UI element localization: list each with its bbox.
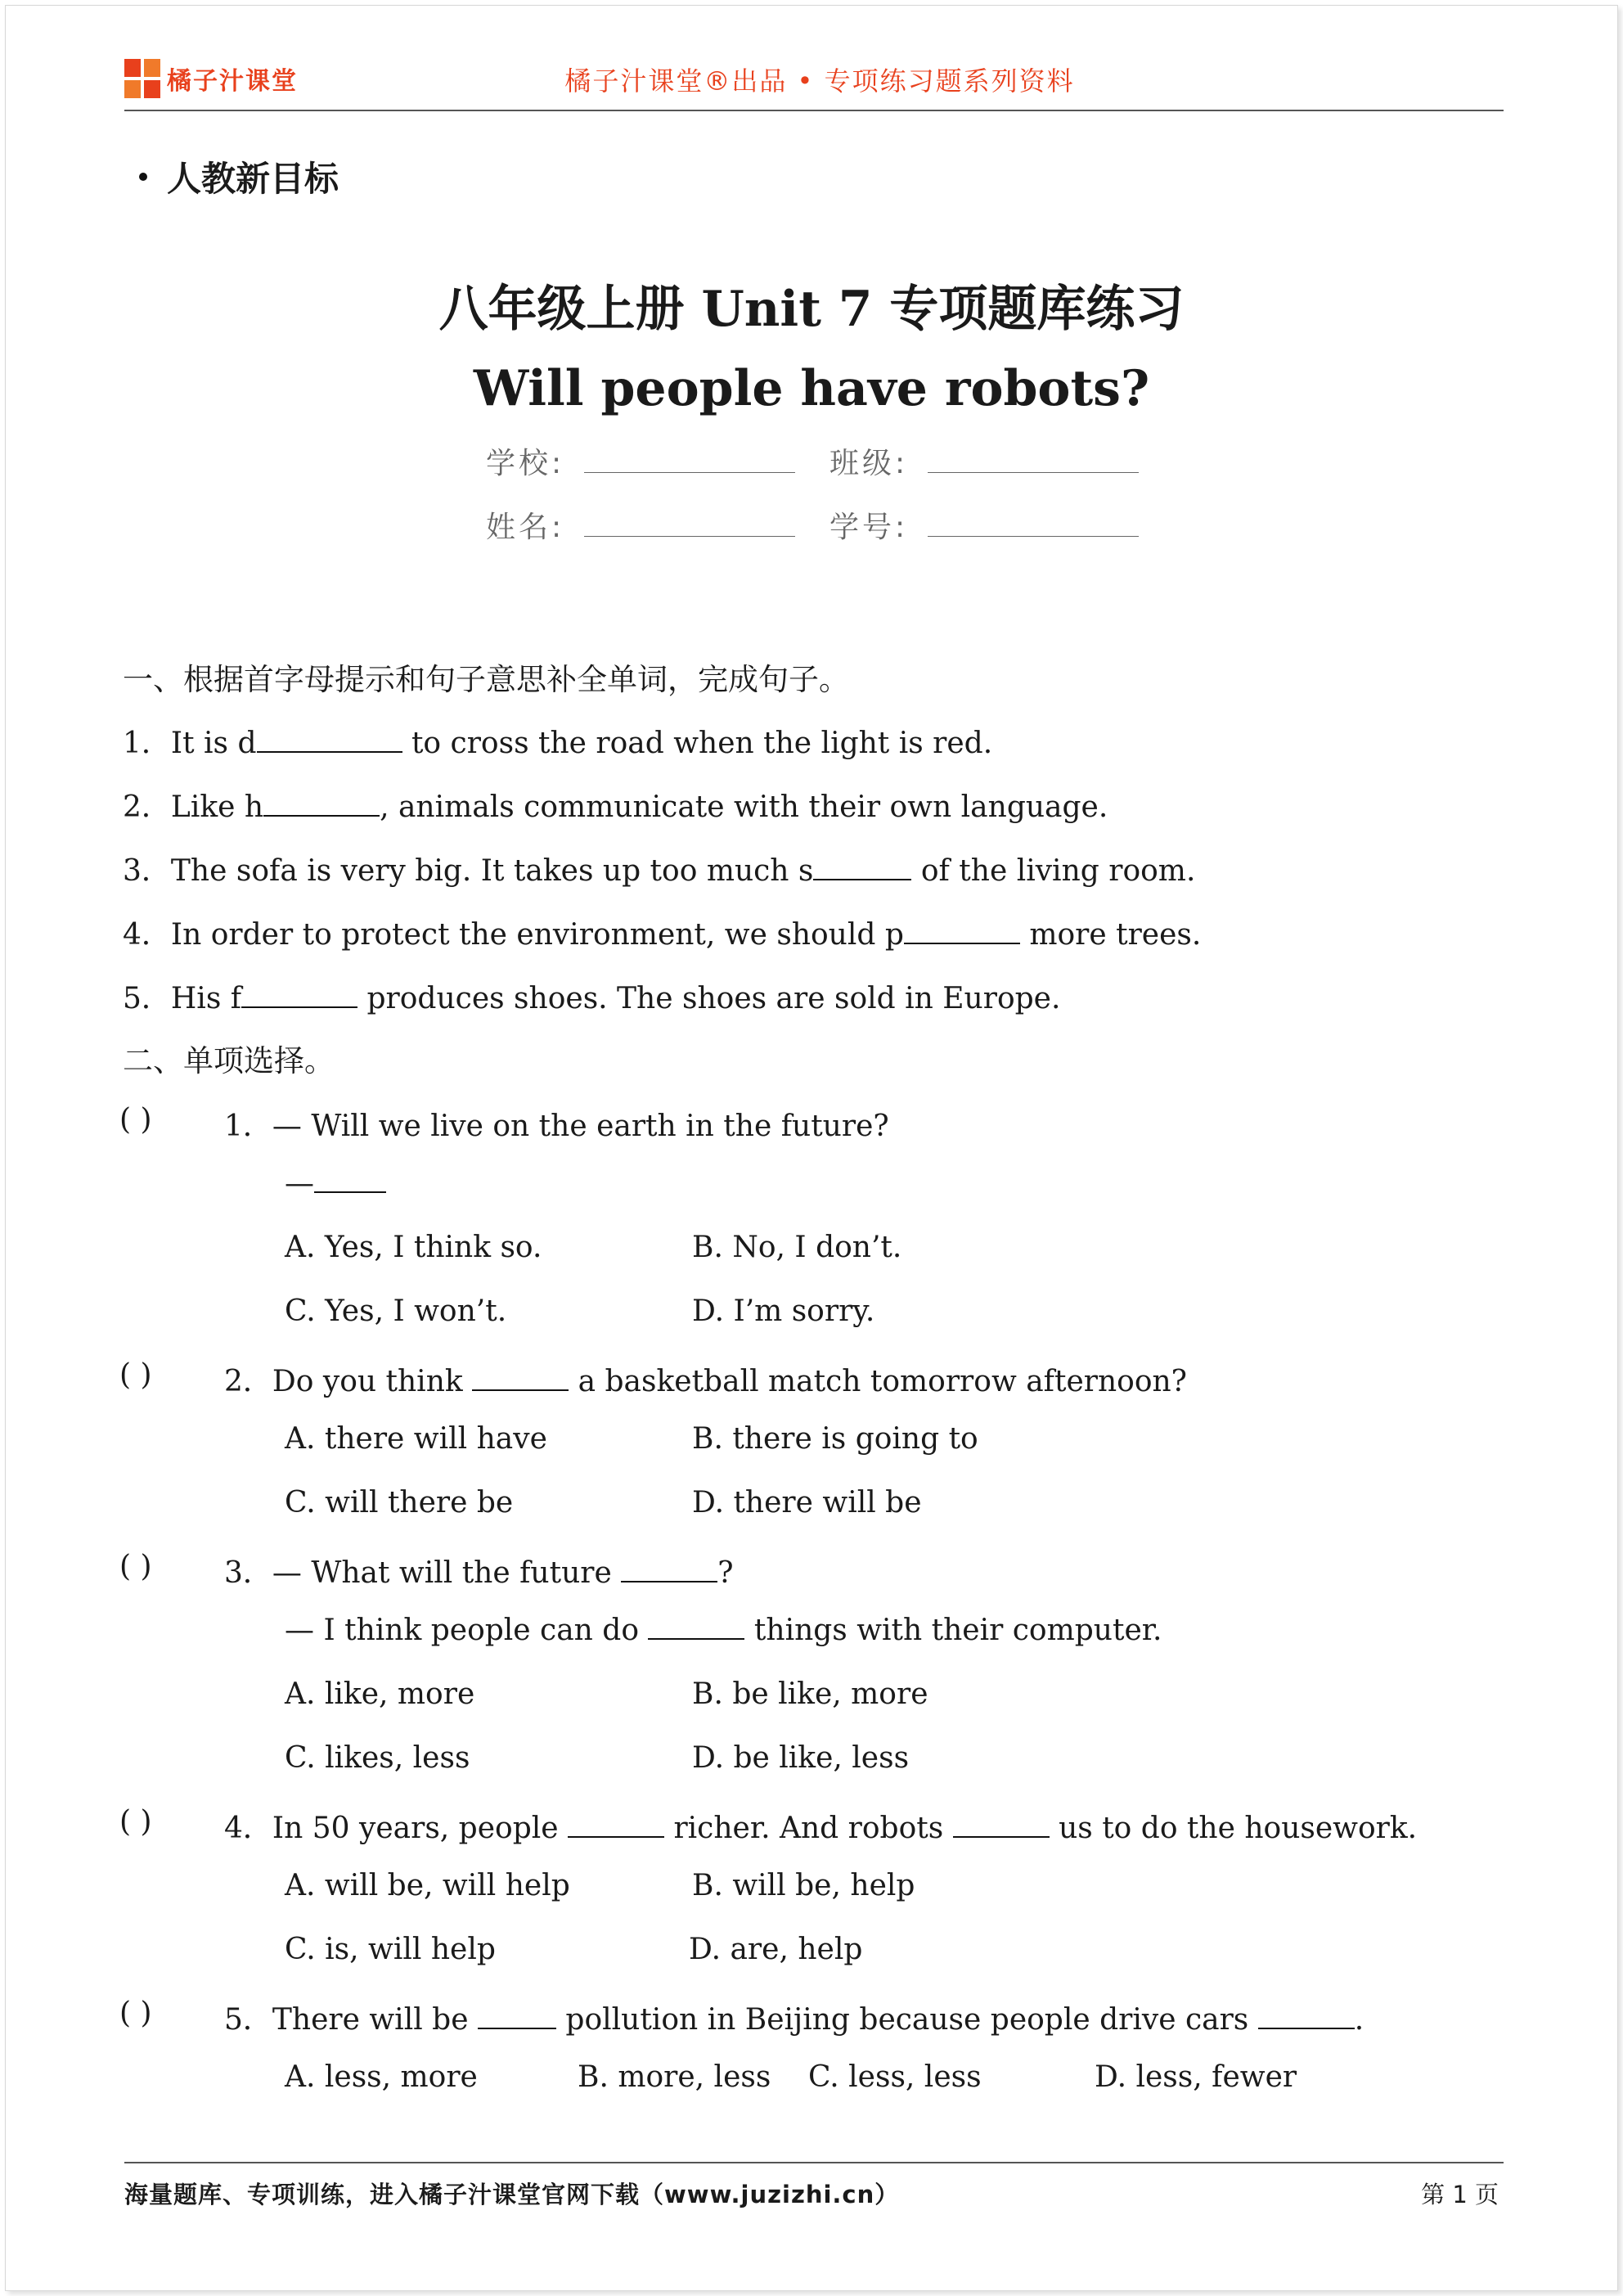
mc-question-3: 3．— What will the future ?: [224, 1556, 734, 1590]
fill-item-3: 3．The sofa is very big. It takes up too much s of the living room.: [123, 854, 1196, 888]
edition-tag: [139, 152, 339, 201]
footer-text: 海量题库、专项训练，进入橘子汁课堂官网下载（www.juzizhi.cn）: [124, 2181, 900, 2208]
option-b[interactable]: B. will be, help: [692, 1869, 915, 1902]
mc-question-1: 1．— Will we live on the earth in the future?: [224, 1110, 889, 1143]
fill-blank[interactable]: [241, 982, 357, 1008]
edition-label: 人教新目标: [167, 159, 339, 199]
class-label: 班级:: [829, 447, 909, 480]
fill-blank[interactable]: [472, 1365, 569, 1391]
option-d[interactable]: D. are, help: [689, 1933, 863, 1966]
number-field: [829, 504, 1139, 546]
answer-bracket[interactable]: ( ): [119, 1805, 152, 1839]
mc-question-4: 4．In 50 years, people richer. And robots us to do the housework.: [224, 1812, 1418, 1845]
fill-blank[interactable]: [904, 918, 1020, 944]
header-title: 橘子汁课堂®出品 • 专项练习题系列资料: [564, 65, 1075, 97]
school-blank[interactable]: [584, 449, 795, 473]
option-a[interactable]: A. like, more: [285, 1677, 475, 1711]
fill-blank[interactable]: [953, 1812, 1050, 1838]
fill-blank[interactable]: [648, 1614, 744, 1640]
option-c[interactable]: C. will there be: [285, 1486, 514, 1519]
number-label: 学号:: [829, 511, 909, 544]
option-c[interactable]: C. likes, less: [285, 1741, 470, 1775]
mc-question-5: 5．There will be pollution in Beijing because people drive cars .: [224, 2003, 1364, 2037]
bullet-icon: [139, 173, 147, 181]
option-a[interactable]: A. will be, will help: [285, 1869, 570, 1902]
option-b[interactable]: B. more, less: [578, 2060, 771, 2094]
section1-heading: 一、根据首字母提示和句子意思补全单词，完成句子。: [123, 662, 849, 697]
page-subtitle: Will people have robots?: [473, 360, 1150, 417]
class-blank[interactable]: [928, 449, 1139, 473]
option-b[interactable]: B. there is going to: [692, 1422, 978, 1456]
mc-answer-line: —: [285, 1167, 386, 1200]
option-d[interactable]: D. I’m sorry.: [692, 1294, 875, 1328]
option-b[interactable]: B. be like, more: [692, 1677, 928, 1711]
school-field: [486, 440, 795, 482]
option-c[interactable]: C. is, will help: [285, 1933, 496, 1966]
fill-item-2: 2．Like h , animals communicate with their own language.: [123, 790, 1108, 824]
fill-item-1: 1．It is d to cross the road when the light is red.: [123, 727, 993, 760]
option-a[interactable]: A. there will have: [285, 1422, 547, 1456]
fill-item-4: 4．In order to protect the environment, we should p more trees.: [123, 918, 1202, 952]
mc-question-2: 2．Do you think a basketball match tomorrow afternoon?: [224, 1365, 1187, 1398]
fill-blank[interactable]: [1258, 2003, 1355, 2029]
fill-blank[interactable]: [263, 790, 380, 817]
fill-blank[interactable]: [621, 1556, 717, 1582]
name-field: [486, 504, 795, 546]
answer-bracket[interactable]: ( ): [119, 1997, 152, 2030]
option-c[interactable]: C. Yes, I won’t.: [285, 1294, 507, 1328]
school-label: 学校:: [486, 447, 565, 480]
page-title: 八年级上册 Unit 7 专项题库练习: [438, 281, 1185, 338]
option-a[interactable]: A. less, more: [285, 2060, 478, 2094]
fill-blank[interactable]: [813, 854, 911, 880]
fill-blank[interactable]: [314, 1167, 386, 1193]
section2-heading: 二、单项选择。: [123, 1043, 335, 1078]
answer-bracket[interactable]: ( ): [119, 1103, 152, 1137]
name-label: 姓名:: [486, 511, 565, 544]
fill-blank[interactable]: [568, 1812, 664, 1838]
answer-bracket[interactable]: ( ): [119, 1358, 152, 1392]
option-c[interactable]: C. less, less: [808, 2060, 982, 2094]
option-d[interactable]: D. there will be: [692, 1486, 922, 1519]
footer-divider: [124, 2162, 1504, 2163]
logo-text: 橘子汁课堂: [167, 67, 298, 96]
option-a[interactable]: A. Yes, I think so.: [285, 1231, 542, 1264]
name-blank[interactable]: [584, 513, 795, 537]
answer-bracket[interactable]: ( ): [119, 1550, 152, 1583]
mc-question-3-line2: — I think people can do things with their computer.: [285, 1614, 1162, 1647]
fill-blank[interactable]: [478, 2003, 556, 2029]
fill-item-5: 5．His f produces shoes. The shoes are sold in Europe.: [123, 982, 1061, 1015]
page-number: 第 1 页: [1421, 2181, 1499, 2208]
number-blank[interactable]: [928, 513, 1139, 537]
header-divider: [124, 110, 1504, 111]
class-field: [829, 440, 1139, 482]
option-d[interactable]: D. less, fewer: [1095, 2060, 1297, 2094]
fill-blank[interactable]: [257, 727, 402, 753]
option-d[interactable]: D. be like, less: [692, 1741, 910, 1775]
option-b[interactable]: B. No, I don’t.: [692, 1231, 902, 1264]
